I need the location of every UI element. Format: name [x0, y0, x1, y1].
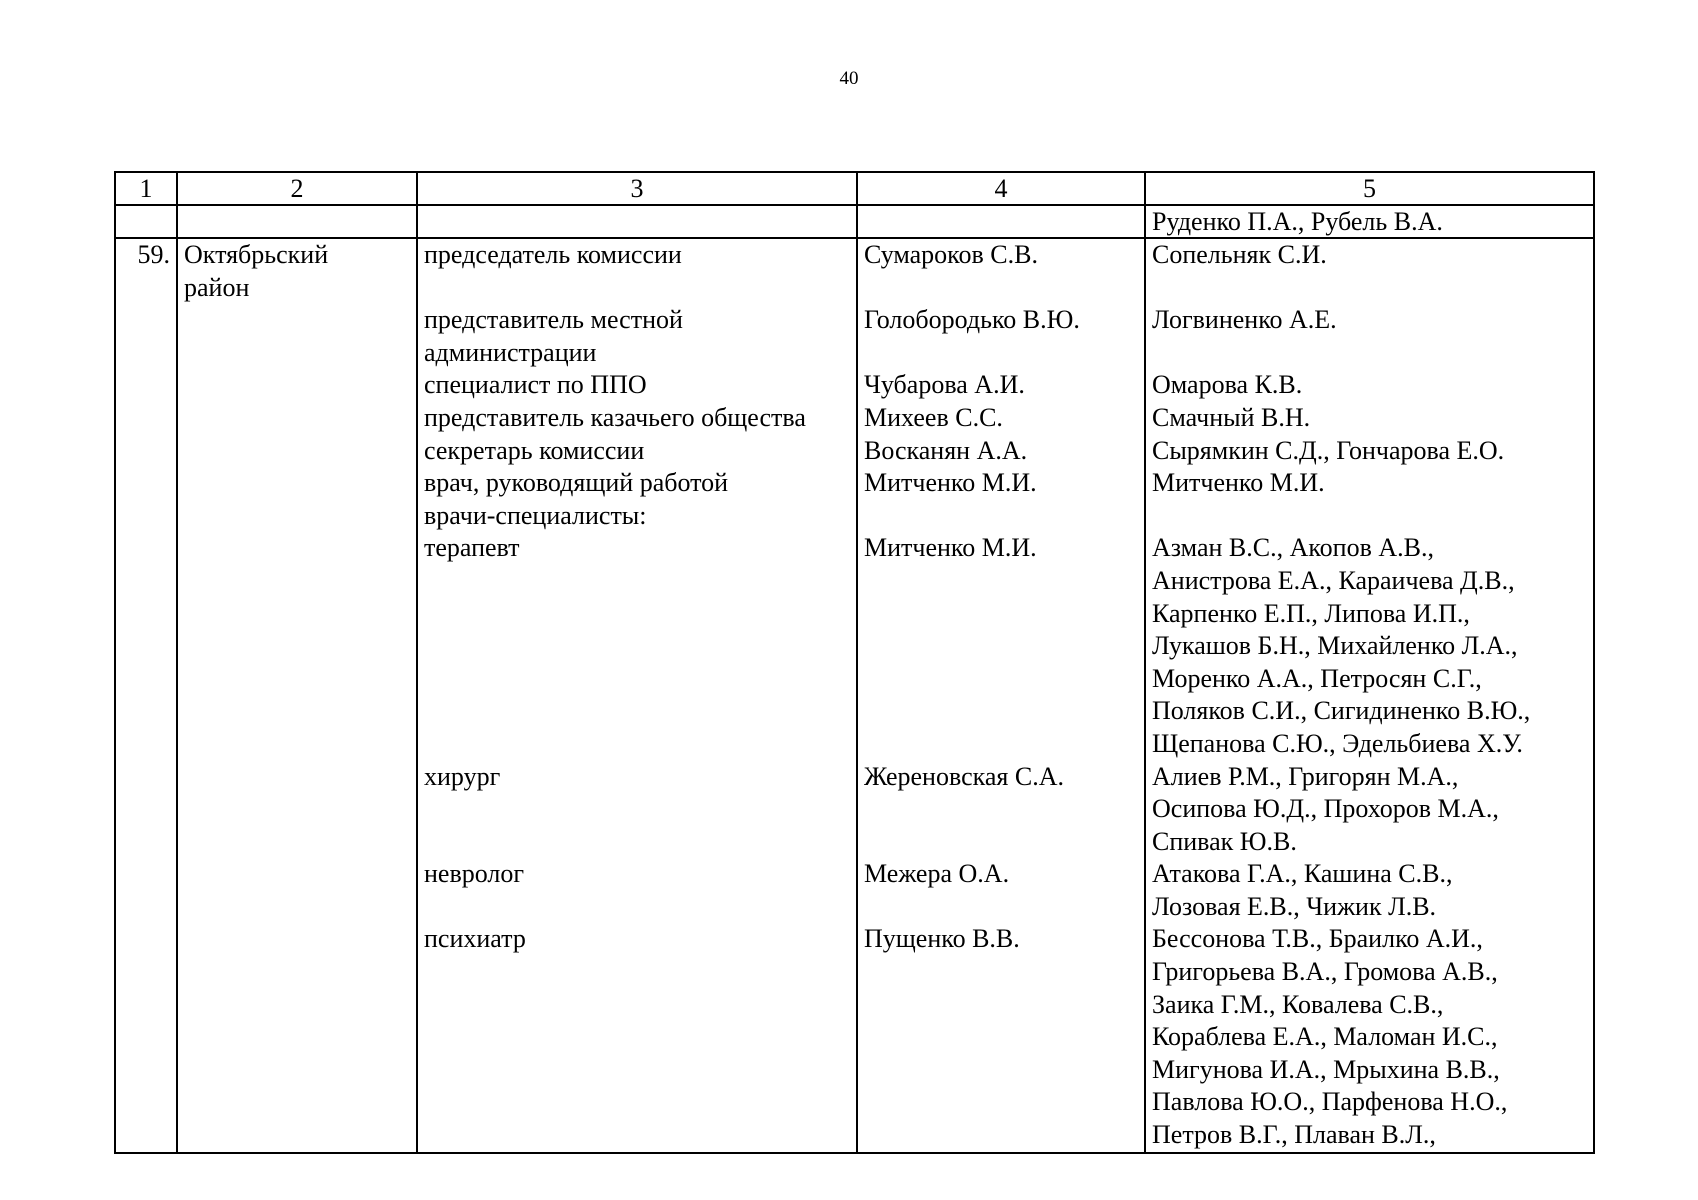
header-cell-1: 1: [115, 172, 177, 205]
role-line: представитель казачьего общества: [424, 402, 806, 432]
table-row: [115, 532, 1594, 760]
reserve-line: Логвиненко А.Е.: [1152, 305, 1337, 335]
role-cell: [417, 435, 857, 468]
entry-number-cell: [115, 761, 177, 859]
reserve-cell: [1145, 532, 1594, 760]
table-row: [115, 858, 1594, 923]
role-cell: [417, 402, 857, 435]
reserve-cell: [1145, 467, 1594, 500]
reserve-line: Карпенко Е.П., Липова И.П.,: [1152, 598, 1470, 628]
role-line: врач, руководящий работой: [424, 468, 729, 498]
role-line: врачи-специалисты:: [424, 500, 647, 530]
reserve-line: [1152, 500, 1587, 533]
reserve-line: Лозовая Е.В., Чижик Л.В.: [1152, 891, 1437, 921]
reserve-line: Поляков С.И., Сигидиненко В.Ю.,: [1152, 696, 1531, 726]
header-cell-5: 5: [1145, 172, 1594, 205]
entry-number-cell: [115, 532, 177, 760]
district-cell: [177, 500, 417, 533]
member-cell: [857, 369, 1145, 402]
district-cell: [177, 761, 417, 859]
role-line: специалист по ППО: [424, 370, 647, 400]
table-row: [115, 304, 1594, 369]
member-name: Восканян А.А.: [864, 435, 1028, 465]
district-cell: [177, 304, 417, 369]
member-name: Голобородько В.Ю.: [864, 305, 1080, 335]
reserve-line: Алиев Р.М., Григорян М.А.,: [1152, 761, 1459, 791]
district-cell: [177, 402, 417, 435]
member-cell: [857, 238, 1145, 304]
role-cell: [417, 532, 857, 760]
role-line: хирург: [424, 761, 501, 791]
reserve-line: Анистрова Е.А., Караичева Д.В.,: [1152, 565, 1515, 595]
member-cell: [857, 923, 1145, 1152]
reserve-line: Азман В.С., Акопов А.В.,: [1152, 533, 1434, 563]
entry-number-cell: [115, 369, 177, 402]
member-name: [864, 500, 1138, 533]
member-name: Митченко М.И.: [864, 533, 1037, 563]
district-cell: [177, 467, 417, 500]
member-cell: [857, 761, 1145, 859]
role-cell: [417, 761, 857, 859]
member-cell: [857, 500, 1145, 533]
member-cell: [857, 435, 1145, 468]
entry-number-cell: [115, 435, 177, 468]
reserve-line: Заика Г.М., Ковалева С.В.,: [1152, 989, 1444, 1019]
reserve-line: Сопельняк С.И.: [1152, 240, 1327, 269]
table-row: [115, 435, 1594, 468]
member-name: Межера О.А.: [864, 859, 1010, 889]
reserve-cell: [1145, 304, 1594, 369]
member-cell: [857, 304, 1145, 369]
reserve-cell: [1145, 761, 1594, 859]
reserve-line: Щепанова С.Ю., Эдельбиева Х.У.: [1152, 728, 1523, 758]
member-name: Чубарова А.И.: [864, 370, 1025, 400]
reserve-cell: [1145, 858, 1594, 923]
member-cell: [857, 532, 1145, 760]
role-line: невролог: [424, 859, 525, 889]
role-line: секретарь комиссии: [424, 435, 645, 465]
member-name: Сумароков С.В.: [864, 240, 1038, 269]
reserve-line: Петров В.Г., Плаван В.Л.,: [1152, 1120, 1436, 1150]
reserve-line: Спивак Ю.В.: [1152, 826, 1297, 856]
district-cell: [177, 532, 417, 760]
reserve-line: Митченко М.И.: [1152, 468, 1325, 498]
role-line: терапевт: [424, 533, 520, 563]
role-cell: [417, 238, 857, 304]
role-line: председатель комиссии: [424, 240, 682, 269]
district-name-line: район: [184, 272, 250, 302]
role-line: администрации: [424, 337, 597, 367]
role-line: психиатр: [424, 924, 526, 954]
table-row: [115, 467, 1594, 500]
reserve-line: Смачный В.Н.: [1152, 402, 1311, 432]
table-row: [115, 369, 1594, 402]
reserve-line: Осипова Ю.Д., Прохоров М.А.,: [1152, 794, 1499, 824]
district-cell: [177, 923, 417, 1152]
reserve-line: Омарова К.В.: [1152, 370, 1303, 400]
role-cell: [417, 858, 857, 923]
continuation-cell-4: [857, 205, 1145, 238]
role-cell: [417, 500, 857, 533]
role-cell: [417, 467, 857, 500]
role-cell: [417, 304, 857, 369]
continuation-cell-3: [417, 205, 857, 238]
reserve-line: Бессонова Т.В., Браилко А.И.,: [1152, 924, 1483, 954]
role-cell: [417, 369, 857, 402]
district-cell: [177, 238, 417, 304]
entry-number-cell: [115, 402, 177, 435]
reserve-line: Григорьева В.А., Громова А.В.,: [1152, 957, 1498, 987]
header-cell-4: 4: [857, 172, 1145, 205]
reserve-line: Павлова Ю.О., Парфенова Н.О.,: [1152, 1087, 1508, 1117]
member-name: Пущенко В.В.: [864, 924, 1020, 954]
member-name: Михеев С.С.: [864, 402, 1003, 432]
reserve-cell: [1145, 369, 1594, 402]
district-cell: [177, 858, 417, 923]
header-cell-2: 2: [177, 172, 417, 205]
entry-number-cell: [115, 923, 177, 1152]
member-name: Митченко М.И.: [864, 468, 1037, 498]
table-row: [115, 238, 1594, 304]
reserve-line: Моренко А.А., Петросян С.Г.,: [1152, 663, 1482, 693]
role-line: представитель местной: [424, 305, 683, 335]
continuation-cell-2: [177, 205, 417, 238]
entry-number-cell: [115, 238, 177, 304]
page-number: 40: [839, 68, 859, 89]
reserve-line: Сырямкин С.Д., Гончарова Е.О.: [1152, 435, 1505, 465]
entry-number-cell: [115, 304, 177, 369]
entry-number-cell: [115, 858, 177, 923]
district-cell: [177, 369, 417, 402]
continuation-row: [115, 205, 1594, 238]
header-cell-3: 3: [417, 172, 857, 205]
member-cell: [857, 467, 1145, 500]
reserve-cell: [1145, 923, 1594, 1152]
continuation-cell-5: Руденко П.А., Рубель В.А.: [1145, 205, 1594, 238]
reserve-cell: [1145, 500, 1594, 533]
table-row: [115, 500, 1594, 533]
reserve-line: Атакова Г.А., Кашина С.В.,: [1152, 859, 1453, 889]
reserve-cell: [1145, 435, 1594, 468]
table-row: [115, 923, 1594, 1152]
reserve-cell: [1145, 402, 1594, 435]
table-row: [115, 761, 1594, 859]
table-row: [115, 402, 1594, 435]
reserve-line: Лукашов Б.Н., Михайленко Л.А.,: [1152, 631, 1518, 661]
role-cell: [417, 923, 857, 1152]
member-cell: [857, 402, 1145, 435]
header-row: [115, 172, 1594, 205]
district-name-line: Октябрьский: [184, 240, 329, 269]
entry-number-cell: [115, 467, 177, 500]
entry-number: 59.: [137, 240, 170, 269]
member-name: Жереновская С.А.: [864, 761, 1064, 791]
entry-number-cell: [115, 500, 177, 533]
commission-table: [114, 171, 1595, 1154]
member-cell: [857, 858, 1145, 923]
district-cell: [177, 435, 417, 468]
reserve-line: Кораблева Е.А., Маломан И.С.,: [1152, 1022, 1498, 1052]
reserve-cell: [1145, 238, 1594, 304]
reserve-line: Мигунова И.А., Мрыхина В.В.,: [1152, 1054, 1500, 1084]
continuation-cell-1: [115, 205, 177, 238]
